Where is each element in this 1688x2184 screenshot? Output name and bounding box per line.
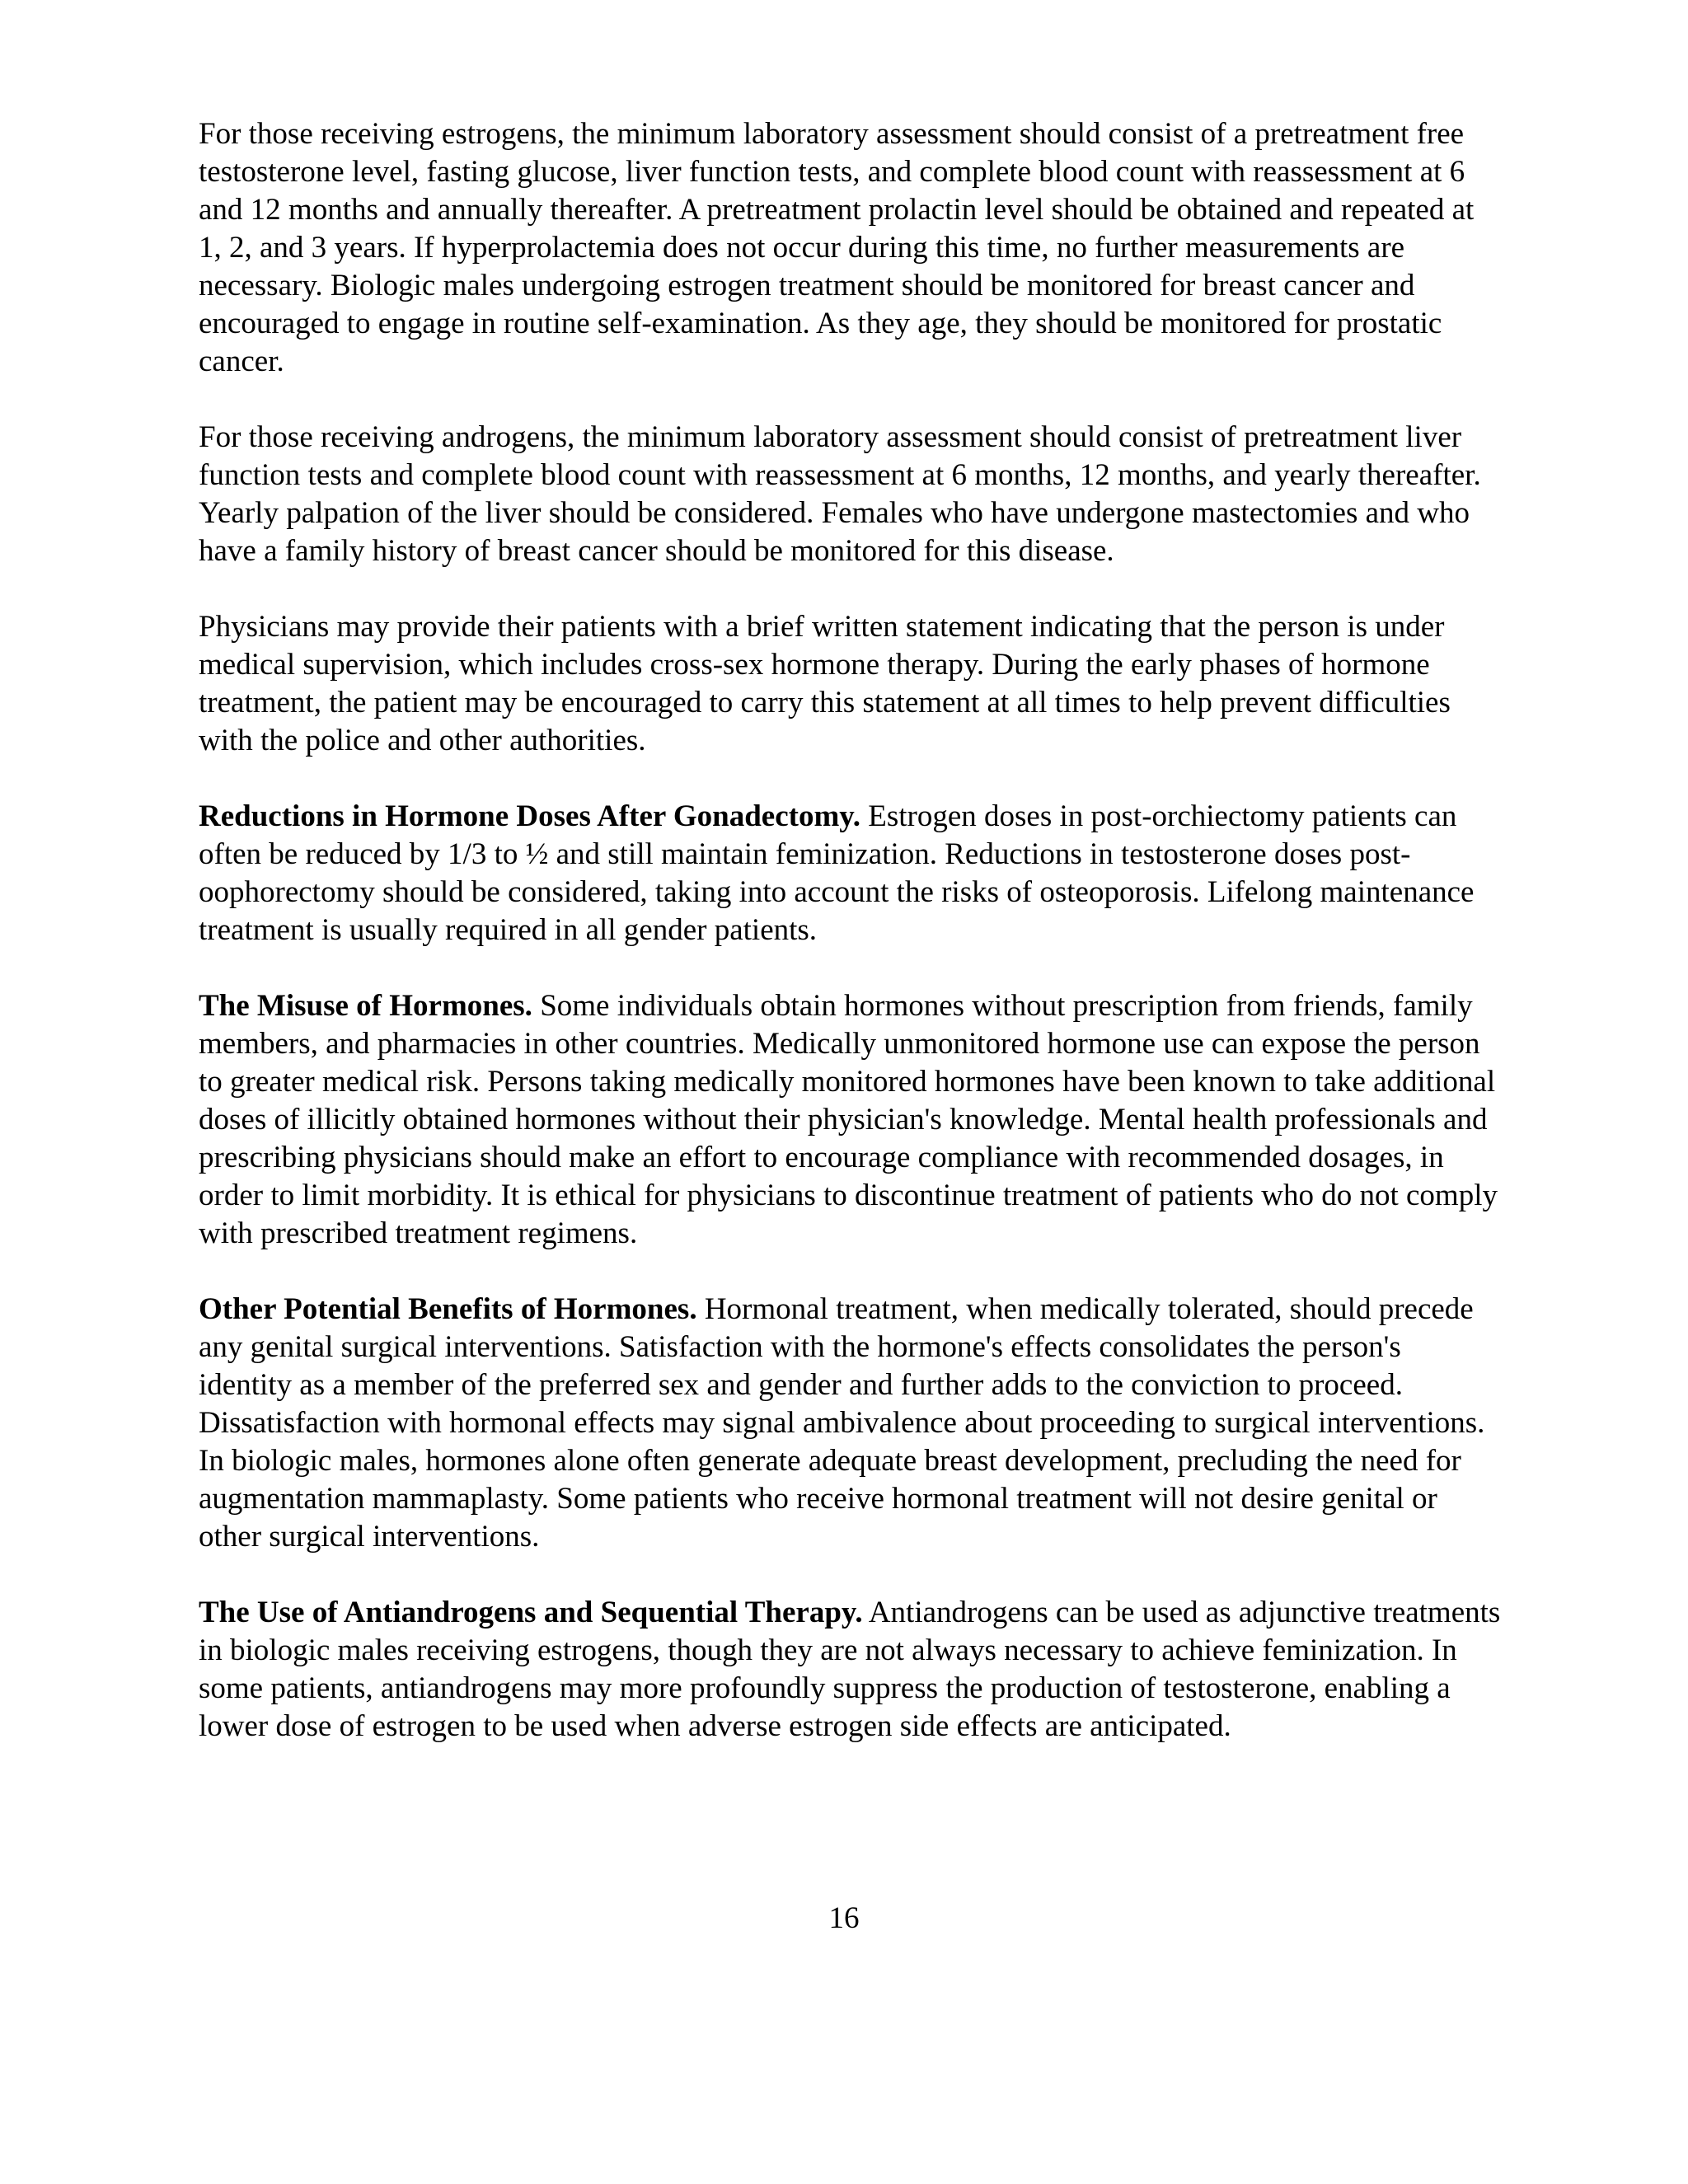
paragraph-dose-reductions bbox=[199, 798, 1501, 949]
paragraph-estrogen-monitoring bbox=[199, 115, 1501, 381]
paragraph-text: Some individuals obtain hormones without prescription from friends, family members, and pharmacies in other countries. Medically unmonitored hormone use can expose the person to greater medical risk. Persons taking medically monitored hormones have been known to take additional doses of illicitly obtained hormones without their physician's knowledge. Mental health professionals and prescribing physicians should make an effort to encourage compliance with recommended dosages, in order to limit morbidity. It is ethical for physicians to discontinue treatment of patients who do not comply with prescribed treatment regimens. bbox=[199, 989, 1498, 1250]
paragraph-heading: Reductions in Hormone Doses After Gonadectomy. bbox=[199, 799, 860, 833]
paragraph-heading: The Misuse of Hormones. bbox=[199, 989, 532, 1023]
paragraph-text: Physicians may provide their patients with a brief written statement indicating that the person is under medical supervision, which includes cross-sex hormone therapy. During the early phases of hormone treatment, the patient may be encouraged to carry this statement at all times to help prevent difficulties with the police and other authorities. bbox=[199, 610, 1451, 757]
paragraph-text: Antiandrogens can be used as adjunctive treatments in biologic males receiving estrogens, though they are not always necessary to achieve feminization. In some patients, antiandrogens may more profoundly suppress the production of testosterone, enabling a lower dose of estrogen to be used when adverse estrogen side effects are anticipated. bbox=[199, 1596, 1501, 1743]
paragraph-written-statement bbox=[199, 608, 1501, 760]
page-number: 16 bbox=[828, 1901, 860, 1935]
paragraph-text: For those receiving estrogens, the minimum laboratory assessment should consist of a pretreatment free testosterone level, fasting glucose, liver function tests, and complete blood count with reassessment at 6 and 12 months and annually thereafter. A pretreatment prolactin level should be obtained and repeated at 1, 2, and 3 years. If hyperprolactemia does not occur during this time, no further measurements are necessary. Biologic males undergoing estrogen treatment should be monitored for breast cancer and encouraged to engage in routine self-examination. As they age, they should be monitored for prostatic cancer. bbox=[199, 117, 1475, 378]
paragraph-benefits bbox=[199, 1291, 1501, 1556]
paragraph-text: Estrogen doses in post-orchiectomy patients can often be reduced by 1/3 to ½ and still maintain feminization. Reductions in testosterone doses post-oophorectomy should be considered, taking into account the risks of osteoporosis. Lifelong maintenance treatment is usually required in all gender patients. bbox=[199, 799, 1475, 947]
paragraph-text: For those receiving androgens, the minimum laboratory assessment should consist of pretreatment liver function tests and complete blood count with reassessment at 6 months, 12 months, and yearly thereafter. Yearly palpation of the liver should be considered. Females who have undergone mastectomies and who have a family history of breast cancer should be monitored for this disease. bbox=[199, 420, 1481, 568]
page-body bbox=[199, 115, 1501, 1783]
paragraph-antiandrogens bbox=[199, 1594, 1501, 1746]
paragraph-androgen-monitoring bbox=[199, 419, 1501, 570]
paragraph-misuse bbox=[199, 987, 1501, 1253]
paragraph-text: Hormonal treatment, when medically tolerated, should precede any genital surgical interventions. Satisfaction with the hormone's effects consolidates the person's identity as a member of the preferred sex and gender and further adds to the conviction to proceed. Dissatisfaction with hormonal effects may signal ambivalence about proceeding to surgical interventions. In biologic males, hormones alone often generate adequate breast development, precluding the need for augmentation mammaplasty. Some patients who receive hormonal treatment will not desire genital or other surgical interventions. bbox=[199, 1292, 1485, 1554]
paragraph-heading: Other Potential Benefits of Hormones. bbox=[199, 1292, 697, 1326]
paragraph-heading: The Use of Antiandrogens and Sequential Therapy. bbox=[199, 1596, 863, 1629]
